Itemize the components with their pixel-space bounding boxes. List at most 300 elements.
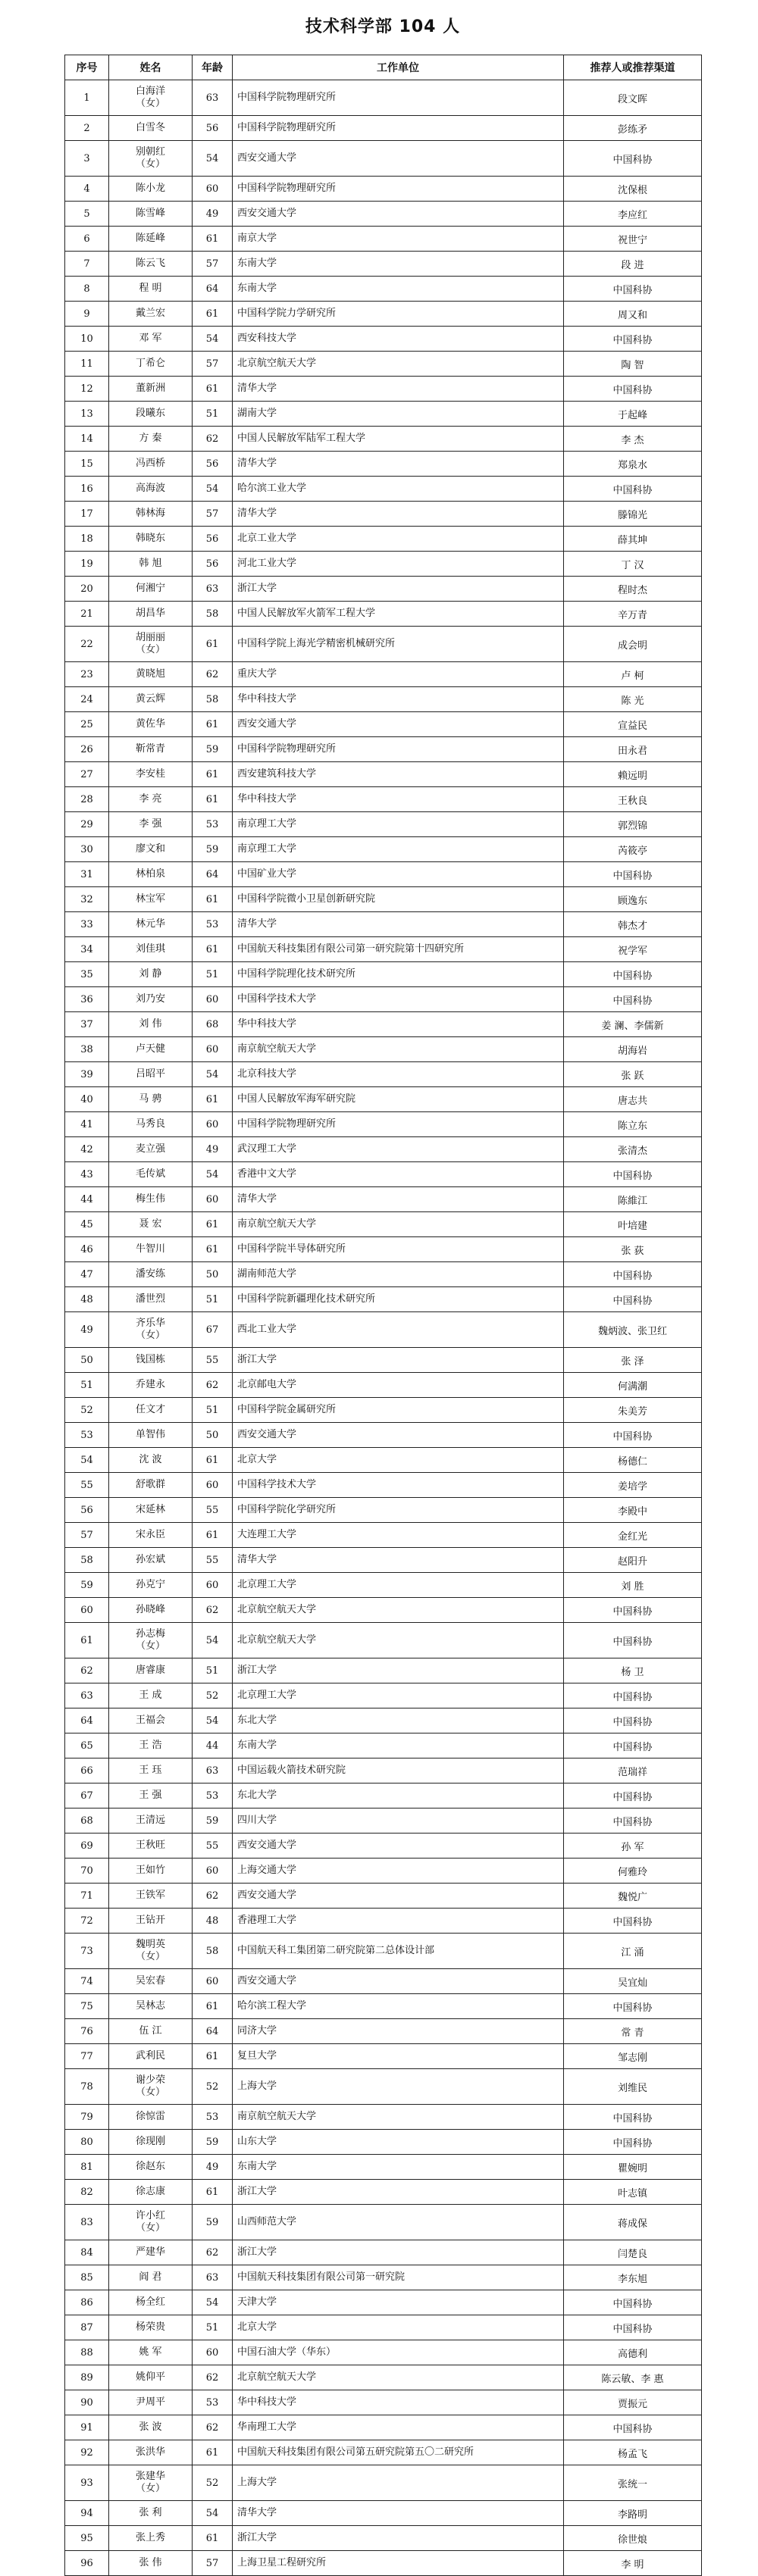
recommender: 中国科协: [564, 1423, 702, 1448]
table-row: [65, 202, 702, 227]
person-age: 60: [193, 1037, 233, 1062]
person-age: 61: [193, 1237, 233, 1262]
row-index: 88: [65, 2340, 109, 2365]
person-age: 60: [193, 1573, 233, 1598]
person-name: 潘安练: [109, 1262, 193, 1287]
table-row: [65, 1137, 702, 1162]
row-index: 70: [65, 1859, 109, 1884]
table-row: [65, 552, 702, 577]
person-age: 59: [193, 1809, 233, 1834]
person-name: 王如竹: [109, 1859, 193, 1884]
row-index: 77: [65, 2044, 109, 2069]
work-unit: 西安交通大学: [233, 202, 564, 227]
table-row: [65, 1012, 702, 1037]
row-index: 43: [65, 1162, 109, 1187]
recommender: 金红光: [564, 1523, 702, 1548]
table-row: [65, 1312, 702, 1348]
row-index: 62: [65, 1658, 109, 1683]
recommender: 杨孟飞: [564, 2440, 702, 2465]
person-name: 方 秦: [109, 427, 193, 452]
row-index: 10: [65, 327, 109, 352]
person-age: 61: [193, 627, 233, 662]
person-age: 54: [193, 2501, 233, 2526]
work-unit: 天津大学: [233, 2290, 564, 2315]
recommender: 成会明: [564, 627, 702, 662]
recommender: 李 杰: [564, 427, 702, 452]
row-index: 5: [65, 202, 109, 227]
person-age: 61: [193, 377, 233, 402]
row-index: 9: [65, 302, 109, 327]
recommender: 中国科协: [564, 962, 702, 987]
row-index: 2: [65, 116, 109, 141]
row-index: 23: [65, 662, 109, 687]
person-age: 56: [193, 452, 233, 477]
table-row: [65, 2130, 702, 2155]
work-unit: 清华大学: [233, 912, 564, 937]
table-row: [65, 452, 702, 477]
person-age: 59: [193, 837, 233, 862]
work-unit: 中国矿业大学: [233, 862, 564, 887]
person-name: 麦立强: [109, 1137, 193, 1162]
recommender: 陈云敏、李 惠: [564, 2365, 702, 2390]
recommender: 孙 军: [564, 1834, 702, 1859]
row-index: 58: [65, 1548, 109, 1573]
table-row: [65, 862, 702, 887]
recommender: 陈維江: [564, 1187, 702, 1212]
work-unit: 中国科学技术大学: [233, 1473, 564, 1498]
work-unit: 西安科技大学: [233, 327, 564, 352]
person-name: 齐乐华 （女）: [109, 1312, 193, 1348]
recommender: 王秋良: [564, 787, 702, 812]
person-age: 61: [193, 937, 233, 962]
person-name: 张洪华: [109, 2440, 193, 2465]
work-unit: 西安交通大学: [233, 712, 564, 737]
person-name: 何湘宁: [109, 577, 193, 602]
row-index: 74: [65, 1969, 109, 1994]
person-name: 孙晓峰: [109, 1598, 193, 1623]
work-unit: 北京大学: [233, 1448, 564, 1473]
person-name: 林柏泉: [109, 862, 193, 887]
table-row: [65, 2501, 702, 2526]
table-row: [65, 1448, 702, 1473]
person-name: 王 珏: [109, 1758, 193, 1784]
row-index: 39: [65, 1062, 109, 1087]
person-name: 白雪冬: [109, 116, 193, 141]
row-index: 31: [65, 862, 109, 887]
table-row: [65, 1859, 702, 1884]
row-index: 82: [65, 2180, 109, 2205]
recommender: 中国科协: [564, 1287, 702, 1312]
person-name: 徐赵东: [109, 2155, 193, 2180]
table-row: [65, 1573, 702, 1598]
table-row: [65, 116, 702, 141]
person-name: 李 强: [109, 812, 193, 837]
row-index: 85: [65, 2265, 109, 2290]
row-index: 24: [65, 687, 109, 712]
person-name: 黄云辉: [109, 687, 193, 712]
work-unit: 北京理工大学: [233, 1573, 564, 1598]
work-unit: 浙江大学: [233, 2526, 564, 2551]
table-row: [65, 2315, 702, 2340]
recommender: 芮筱亭: [564, 837, 702, 862]
recommender: 中国科协: [564, 2105, 702, 2130]
work-unit: 山西师范大学: [233, 2205, 564, 2240]
row-index: 72: [65, 1909, 109, 1934]
person-name: 陈雪峰: [109, 202, 193, 227]
person-age: 62: [193, 1373, 233, 1398]
table-row: [65, 80, 702, 116]
person-name: 单智伟: [109, 1423, 193, 1448]
recommender: 祝学军: [564, 937, 702, 962]
recommender: 田永君: [564, 737, 702, 762]
row-index: 46: [65, 1237, 109, 1262]
person-name: 靳常青: [109, 737, 193, 762]
person-name: 戴兰宏: [109, 302, 193, 327]
work-unit: 西安交通大学: [233, 1834, 564, 1859]
person-name: 徐惊雷: [109, 2105, 193, 2130]
row-index: 94: [65, 2501, 109, 2526]
recommender: 滕锦光: [564, 502, 702, 527]
recommender: 李路明: [564, 2501, 702, 2526]
row-index: 56: [65, 1498, 109, 1523]
table-row: [65, 1909, 702, 1934]
person-age: 49: [193, 202, 233, 227]
person-age: 60: [193, 987, 233, 1012]
row-index: 51: [65, 1373, 109, 1398]
person-name: 马 骋: [109, 1087, 193, 1112]
row-index: 45: [65, 1212, 109, 1237]
row-index: 76: [65, 2019, 109, 2044]
row-index: 34: [65, 937, 109, 962]
person-age: 55: [193, 1498, 233, 1523]
recommender: 中国科协: [564, 862, 702, 887]
person-name: 马秀良: [109, 1112, 193, 1137]
row-index: 20: [65, 577, 109, 602]
person-name: 刘 静: [109, 962, 193, 987]
recommender: 中国科协: [564, 1623, 702, 1658]
person-age: 61: [193, 762, 233, 787]
work-unit: 中国航天科技集团有限公司第一研究院第十四研究所: [233, 937, 564, 962]
person-age: 68: [193, 1012, 233, 1037]
work-unit: 同济大学: [233, 2019, 564, 2044]
person-age: 60: [193, 1187, 233, 1212]
row-index: 12: [65, 377, 109, 402]
person-age: 57: [193, 252, 233, 277]
work-unit: 东南大学: [233, 1733, 564, 1758]
row-index: 53: [65, 1423, 109, 1448]
table-row: [65, 1994, 702, 2019]
work-unit: 中国科学院物理研究所: [233, 116, 564, 141]
recommender: 丁 汉: [564, 552, 702, 577]
work-unit: 清华大学: [233, 377, 564, 402]
table-row: [65, 1237, 702, 1262]
work-unit: 中国科学院半导体研究所: [233, 1237, 564, 1262]
work-unit: 北京航空航天大学: [233, 2365, 564, 2390]
work-unit: 南京大学: [233, 227, 564, 252]
person-age: 60: [193, 1969, 233, 1994]
row-index: 8: [65, 277, 109, 302]
table-row: [65, 1834, 702, 1859]
person-name: 王 浩: [109, 1733, 193, 1758]
recommender: 陈 光: [564, 687, 702, 712]
table-row: [65, 1498, 702, 1523]
person-age: 51: [193, 2315, 233, 2340]
person-name: 任文才: [109, 1398, 193, 1423]
person-name: 伍 江: [109, 2019, 193, 2044]
row-index: 52: [65, 1398, 109, 1423]
person-age: 50: [193, 1423, 233, 1448]
page-title: 技术科学部 104 人: [305, 17, 461, 36]
row-index: 37: [65, 1012, 109, 1037]
row-index: 28: [65, 787, 109, 812]
work-unit: 香港理工大学: [233, 1909, 564, 1934]
row-index: 15: [65, 452, 109, 477]
table-row: [65, 1473, 702, 1498]
row-index: 54: [65, 1448, 109, 1473]
person-age: 67: [193, 1312, 233, 1348]
table-row: [65, 2240, 702, 2265]
person-name: 李 亮: [109, 787, 193, 812]
person-age: 63: [193, 2265, 233, 2290]
row-index: 25: [65, 712, 109, 737]
person-name: 吕昭平: [109, 1062, 193, 1087]
person-name: 李安桂: [109, 762, 193, 787]
person-name: 林宝军: [109, 887, 193, 912]
work-unit: 南京航空航天大学: [233, 1212, 564, 1237]
person-name: 阎 君: [109, 2265, 193, 2290]
row-index: 67: [65, 1784, 109, 1809]
work-unit: 北京航空航天大学: [233, 1623, 564, 1658]
table-row: [65, 477, 702, 502]
table-row: [65, 1758, 702, 1784]
person-age: 54: [193, 327, 233, 352]
recommender: 张 跃: [564, 1062, 702, 1087]
person-name: 宋延林: [109, 1498, 193, 1523]
row-index: 36: [65, 987, 109, 1012]
work-unit: 中国科学院新疆理化技术研究所: [233, 1287, 564, 1312]
person-name: 刘乃安: [109, 987, 193, 1012]
work-unit: 大连理工大学: [233, 1523, 564, 1548]
work-unit: 北京邮电大学: [233, 1373, 564, 1398]
person-age: 61: [193, 302, 233, 327]
table-row: [65, 227, 702, 252]
recommender: 段文晖: [564, 80, 702, 116]
work-unit: 中国科学院物理研究所: [233, 737, 564, 762]
person-name: 乔建永: [109, 1373, 193, 1398]
person-age: 57: [193, 2551, 233, 2576]
person-age: 64: [193, 277, 233, 302]
person-age: 63: [193, 577, 233, 602]
row-index: 17: [65, 502, 109, 527]
row-index: 91: [65, 2415, 109, 2440]
recommender: 中国科协: [564, 1733, 702, 1758]
work-unit: 华中科技大学: [233, 687, 564, 712]
work-unit: 北京大学: [233, 2315, 564, 2340]
table-row: [65, 2290, 702, 2315]
work-unit: 南京理工大学: [233, 812, 564, 837]
row-index: 42: [65, 1137, 109, 1162]
work-unit: 中国科学院物理研究所: [233, 177, 564, 202]
work-unit: 浙江大学: [233, 2240, 564, 2265]
row-index: 14: [65, 427, 109, 452]
person-age: 50: [193, 1262, 233, 1287]
work-unit: 清华大学: [233, 1187, 564, 1212]
person-age: 61: [193, 227, 233, 252]
person-name: 卢天健: [109, 1037, 193, 1062]
person-name: 陈延峰: [109, 227, 193, 252]
recommender: 蒋成保: [564, 2205, 702, 2240]
person-name: 黄晓旭: [109, 662, 193, 687]
recommender: 薛其坤: [564, 527, 702, 552]
person-name: 姚 军: [109, 2340, 193, 2365]
recommender: 张 泽: [564, 1348, 702, 1373]
table-row: [65, 837, 702, 862]
recommender: 中国科协: [564, 1809, 702, 1834]
recommender: 中国科协: [564, 1909, 702, 1934]
table-row: [65, 277, 702, 302]
recommender: 李殿中: [564, 1498, 702, 1523]
recommender: 辛万青: [564, 602, 702, 627]
recommender: 张 荻: [564, 1237, 702, 1262]
row-index: 3: [65, 141, 109, 177]
work-unit: 南京航空航天大学: [233, 2105, 564, 2130]
table-row: [65, 427, 702, 452]
recommender: 郑泉水: [564, 452, 702, 477]
recommender: 邹志刚: [564, 2044, 702, 2069]
recommender: 顾逸东: [564, 887, 702, 912]
work-unit: 湖南师范大学: [233, 1262, 564, 1287]
person-name: 张 伟: [109, 2551, 193, 2576]
person-age: 61: [193, 2440, 233, 2465]
person-age: 62: [193, 427, 233, 452]
recommender: 何雅玲: [564, 1859, 702, 1884]
recommender: 常 青: [564, 2019, 702, 2044]
person-name: 孙克宁: [109, 1573, 193, 1598]
person-name: 牛智川: [109, 1237, 193, 1262]
recommender: 李应红: [564, 202, 702, 227]
recommender: 杨德仁: [564, 1448, 702, 1473]
table-row: [65, 352, 702, 377]
work-unit: 中国科学院理化技术研究所: [233, 962, 564, 987]
person-age: 51: [193, 402, 233, 427]
person-name: 林元华: [109, 912, 193, 937]
table-row: [65, 712, 702, 737]
row-index: 1: [65, 80, 109, 116]
person-name: 许小红 （女）: [109, 2205, 193, 2240]
person-name: 张建华 （女）: [109, 2465, 193, 2501]
work-unit: 华南理工大学: [233, 2415, 564, 2440]
table-row: [65, 662, 702, 687]
recommender: 胡海岩: [564, 1037, 702, 1062]
row-index: 65: [65, 1733, 109, 1758]
header-age: 年龄: [193, 55, 233, 80]
work-unit: 东北大学: [233, 1708, 564, 1733]
person-age: 64: [193, 862, 233, 887]
table-row: [65, 1373, 702, 1398]
person-name: 张 利: [109, 2501, 193, 2526]
table-row: [65, 1423, 702, 1448]
row-index: 57: [65, 1523, 109, 1548]
work-unit: 华中科技大学: [233, 787, 564, 812]
work-unit: 北京科技大学: [233, 1062, 564, 1087]
row-index: 96: [65, 2551, 109, 2576]
recommender: 中国科协: [564, 2290, 702, 2315]
person-name: 姚仰平: [109, 2365, 193, 2390]
table-row: [65, 1287, 702, 1312]
person-age: 60: [193, 1473, 233, 1498]
work-unit: 清华大学: [233, 452, 564, 477]
recommender: 中国科协: [564, 1994, 702, 2019]
person-name: 聂 宏: [109, 1212, 193, 1237]
recommender: 吴宜灿: [564, 1969, 702, 1994]
recommender: 姜培学: [564, 1473, 702, 1498]
person-age: 61: [193, 1523, 233, 1548]
table-row: [65, 1212, 702, 1237]
table-row: [65, 2440, 702, 2465]
person-age: 62: [193, 1598, 233, 1623]
recommender: 中国科协: [564, 1683, 702, 1708]
person-age: 59: [193, 2205, 233, 2240]
work-unit: 中国航天科工集团第二研究院第二总体设计部: [233, 1934, 564, 1969]
person-name: 吴林志: [109, 1994, 193, 2019]
row-index: 6: [65, 227, 109, 252]
person-name: 白海洋 （女）: [109, 80, 193, 116]
work-unit: 中国科学技术大学: [233, 987, 564, 1012]
table-row: [65, 887, 702, 912]
recommender: 何满潮: [564, 1373, 702, 1398]
person-name: 王福会: [109, 1708, 193, 1733]
work-unit: 上海大学: [233, 2069, 564, 2105]
recommender: 于起峰: [564, 402, 702, 427]
recommender: 段 进: [564, 252, 702, 277]
table-row: [65, 2155, 702, 2180]
recommender: 程时杰: [564, 577, 702, 602]
recommender: 姜 澜、李儒新: [564, 1012, 702, 1037]
work-unit: 中国科学院化学研究所: [233, 1498, 564, 1523]
person-name: 王铁军: [109, 1884, 193, 1909]
row-index: 33: [65, 912, 109, 937]
person-name: 丁希仑: [109, 352, 193, 377]
work-unit: 北京航空航天大学: [233, 352, 564, 377]
table-row: [65, 1348, 702, 1373]
work-unit: 清华大学: [233, 2501, 564, 2526]
table-row: [65, 2526, 702, 2551]
recommender: 赵阳升: [564, 1548, 702, 1573]
work-unit: 上海卫星工程研究所: [233, 2551, 564, 2576]
table-row: [65, 912, 702, 937]
person-age: 61: [193, 2180, 233, 2205]
person-age: 61: [193, 2044, 233, 2069]
person-age: 61: [193, 2526, 233, 2551]
recommender: 张清杰: [564, 1137, 702, 1162]
recommender: 宣益民: [564, 712, 702, 737]
work-unit: 北京理工大学: [233, 1683, 564, 1708]
person-name: 徐现刚: [109, 2130, 193, 2155]
person-name: 张 波: [109, 2415, 193, 2440]
table-row: [65, 762, 702, 787]
person-age: 62: [193, 1884, 233, 1909]
person-name: 宋永臣: [109, 1523, 193, 1548]
person-name: 廖文和: [109, 837, 193, 862]
person-name: 冯西桥: [109, 452, 193, 477]
work-unit: 河北工业大学: [233, 552, 564, 577]
recommender: 中国科协: [564, 327, 702, 352]
person-age: 58: [193, 1934, 233, 1969]
person-age: 63: [193, 80, 233, 116]
row-index: 38: [65, 1037, 109, 1062]
row-index: 79: [65, 2105, 109, 2130]
person-age: 49: [193, 1137, 233, 1162]
